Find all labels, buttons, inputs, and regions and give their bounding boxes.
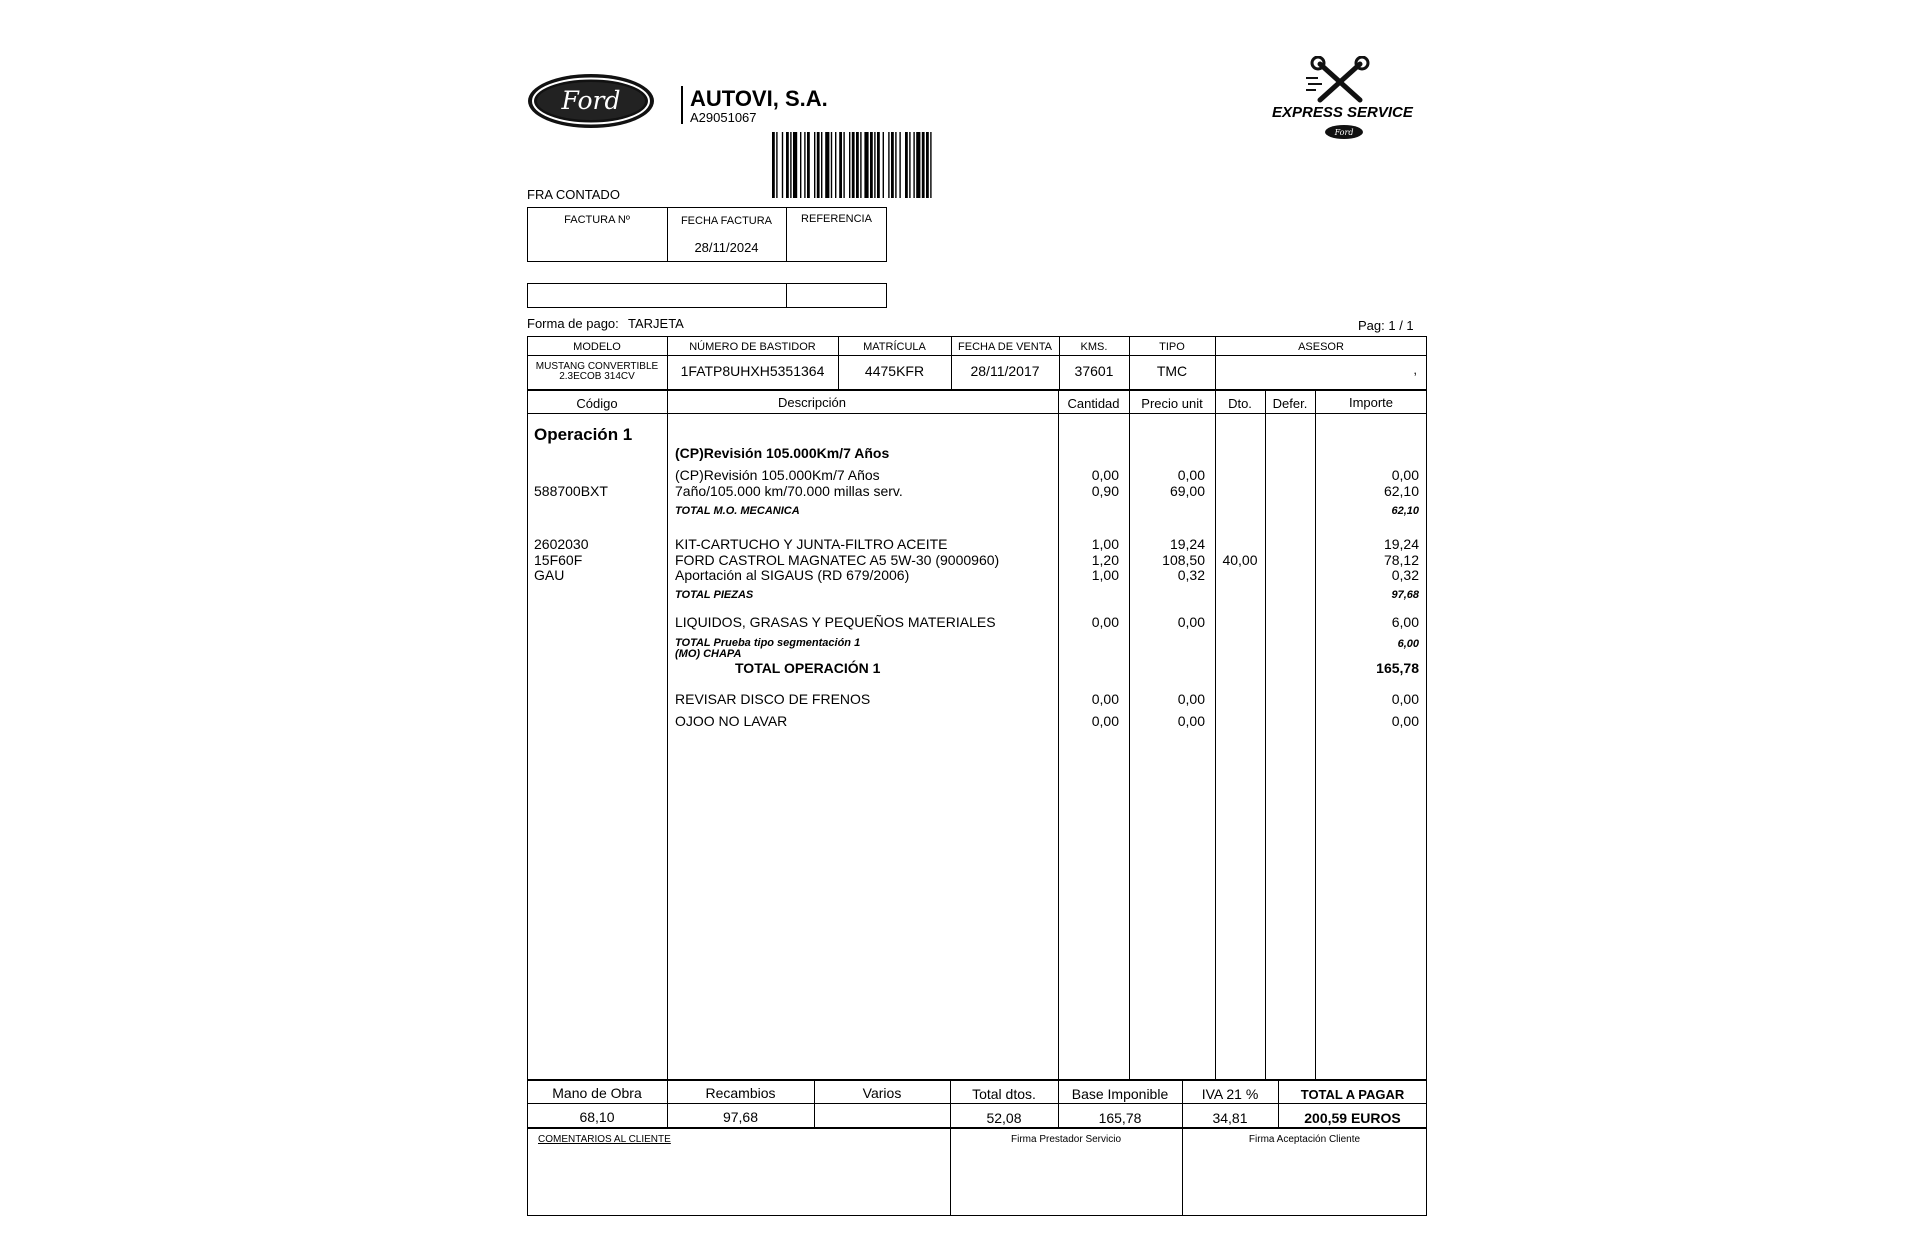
row-desc: Aportación al SIGAUS (RD 679/2006)	[675, 567, 910, 583]
subtotal-segmentation-label: TOTAL Prueba tipo segmentación 1	[675, 637, 861, 649]
vehicle-header-plate: MATRÍCULA	[863, 341, 926, 353]
express-service-logo	[1304, 56, 1376, 106]
lines-header-unit-price: Precio unit	[1141, 396, 1203, 411]
lines-header-description: Descripción	[778, 395, 846, 410]
row-desc: REVISAR DISCO DE FRENOS	[675, 691, 871, 707]
svg-text:Ford: Ford	[561, 86, 621, 115]
operation-total-value: 165,78	[1376, 660, 1419, 676]
subtotal-parts-label: TOTAL PIEZAS	[675, 589, 754, 601]
empty-info-box	[527, 283, 887, 308]
reference-label: REFERENCIA	[801, 213, 872, 225]
vehicle-plate: 4475KFR	[864, 363, 925, 379]
lines-header-amount: Importe	[1348, 395, 1394, 410]
signature-client: Firma Aceptación Cliente	[1248, 1134, 1361, 1145]
row-amount: 0,00	[1391, 713, 1419, 729]
subtotal-labor-label: TOTAL M.O. MECANICA	[675, 505, 800, 517]
row-amount: 0,32	[1391, 567, 1419, 583]
row-code: GAU	[534, 567, 565, 583]
vehicle-model-line1: MUSTANG CONVERTIBLE	[535, 361, 659, 372]
totals-value-vat: 34,81	[1212, 1110, 1248, 1126]
express-service-text: EXPRESS SERVICE	[1272, 104, 1413, 121]
lines-table	[527, 390, 1427, 1080]
row-price: 0,00	[1177, 713, 1205, 729]
row-price: 0,00	[1177, 467, 1205, 483]
row-amount: 0,00	[1391, 691, 1419, 707]
subtotal-segmentation-label2: (MO) CHAPA	[675, 648, 742, 660]
totals-header-parts: Recambios	[705, 1085, 776, 1101]
comments-label: COMENTARIOS AL CLIENTE	[538, 1134, 671, 1145]
row-price: 69,00	[1169, 483, 1205, 499]
vehicle-vin: 1FATP8UHXH5351364	[680, 363, 825, 379]
payment-value: TARJETA	[628, 316, 684, 331]
totals-value-total: 200,59 EUROS	[1304, 1110, 1401, 1126]
operation-total-label: TOTAL OPERACIÓN 1	[735, 660, 881, 676]
row-desc: 7año/105.000 km/70.000 millas serv.	[675, 483, 903, 499]
totals-value-tax-base: 165,78	[1098, 1110, 1142, 1126]
row-qty: 0,00	[1091, 691, 1119, 707]
row-amount: 6,00	[1391, 614, 1419, 630]
row-price: 108,50	[1162, 552, 1205, 568]
vehicle-header-vin: NÚMERO DE BASTIDOR	[689, 341, 816, 353]
row-desc: FORD CASTROL MAGNATEC A5 5W-30 (9000960)	[675, 552, 1000, 568]
vehicle-header-advisor: ASESOR	[1298, 341, 1344, 353]
subtotal-parts-value: 97,68	[1391, 589, 1419, 601]
svg-text:Ford: Ford	[1334, 128, 1354, 137]
row-discount: 40,00	[1222, 552, 1258, 568]
invoice-date-value: 28/11/2024	[694, 240, 759, 255]
row-amount: 0,00	[1391, 467, 1419, 483]
row-amount: 62,10	[1383, 483, 1419, 499]
row-qty: 1,20	[1091, 552, 1119, 568]
totals-header-tax-base: Base Imponible	[1071, 1086, 1169, 1102]
lines-header-code: Código	[576, 396, 618, 411]
totals-header-misc: Varios	[862, 1085, 902, 1101]
totals-value-labor: 68,10	[579, 1109, 615, 1125]
row-qty: 1,00	[1091, 536, 1119, 552]
row-code: 15F60F	[534, 552, 583, 568]
subtotal-segmentation-value: 6,00	[1397, 638, 1419, 650]
totals-header-discounts: Total dtos.	[972, 1086, 1036, 1102]
row-price: 0,32	[1177, 567, 1205, 583]
barcode	[772, 132, 982, 198]
row-desc: KIT-CARTUCHO Y JUNTA-FILTRO ACEITE	[675, 536, 948, 552]
company-divider	[681, 86, 683, 124]
vehicle-header-model: MODELO	[573, 341, 621, 353]
row-price: 0,00	[1177, 614, 1205, 630]
vehicle-type: TMC	[1156, 363, 1188, 379]
row-price: 19,24	[1169, 536, 1205, 552]
vehicle-model-line2: 2.3ECOB 314CV	[559, 371, 635, 382]
totals-value-parts: 97,68	[722, 1109, 759, 1125]
lines-header-discount: Dto.	[1228, 396, 1252, 411]
lines-header-quantity: Cantidad	[1067, 396, 1120, 411]
company-name: AUTOVI, S.A.	[690, 86, 828, 111]
ford-oval-logo	[526, 72, 656, 130]
vehicle-advisor: ,	[1413, 362, 1417, 377]
totals-value-discounts: 52,08	[986, 1110, 1022, 1126]
totals-header-vat: IVA 21 %	[1201, 1086, 1259, 1102]
lines-header-deferred: Defer.	[1272, 396, 1308, 411]
row-qty: 0,90	[1091, 483, 1119, 499]
row-desc: OJOO NO LAVAR	[675, 713, 788, 729]
row-code: 2602030	[534, 536, 589, 552]
page-number: Pag: 1 / 1	[1358, 318, 1414, 333]
vehicle-header-kms: KMS.	[1080, 341, 1108, 353]
row-desc: LIQUIDOS, GRASAS Y PEQUEÑOS MATERIALES	[675, 614, 996, 630]
row-qty: 0,00	[1091, 713, 1119, 729]
invoice-number-label: FACTURA Nº	[564, 214, 630, 226]
totals-header-total: TOTAL A PAGAR	[1300, 1087, 1405, 1102]
vehicle-kms: 37601	[1074, 363, 1114, 379]
row-code: 588700BXT	[534, 483, 608, 499]
row-price: 0,00	[1177, 691, 1205, 707]
row-qty: 0,00	[1091, 467, 1119, 483]
row-qty: 1,00	[1091, 567, 1119, 583]
invoice-date-label: FECHA FACTURA	[680, 215, 773, 227]
operation-title: Operación 1	[534, 425, 633, 444]
operation-subtitle: (CP)Revisión 105.000Km/7 Años	[675, 445, 890, 461]
signature-provider: Firma Prestador Servicio	[1010, 1134, 1122, 1145]
totals-header-labor: Mano de Obra	[552, 1085, 642, 1101]
subtotal-labor-value: 62,10	[1391, 505, 1419, 517]
vehicle-header-type: TIPO	[1159, 341, 1185, 353]
row-qty: 0,00	[1091, 614, 1119, 630]
row-desc: (CP)Revisión 105.000Km/7 Años	[675, 467, 880, 483]
payment-label: Forma de pago:	[527, 316, 619, 331]
invoice-type: FRA CONTADO	[527, 187, 620, 202]
row-amount: 19,24	[1383, 536, 1419, 552]
row-amount: 78,12	[1383, 552, 1419, 568]
vehicle-sale-date: 28/11/2017	[970, 363, 1040, 379]
vehicle-header-sale-date: FECHA DE VENTA	[958, 341, 1052, 353]
ford-small-logo	[1324, 124, 1364, 140]
company-id: A29051067	[690, 110, 757, 125]
